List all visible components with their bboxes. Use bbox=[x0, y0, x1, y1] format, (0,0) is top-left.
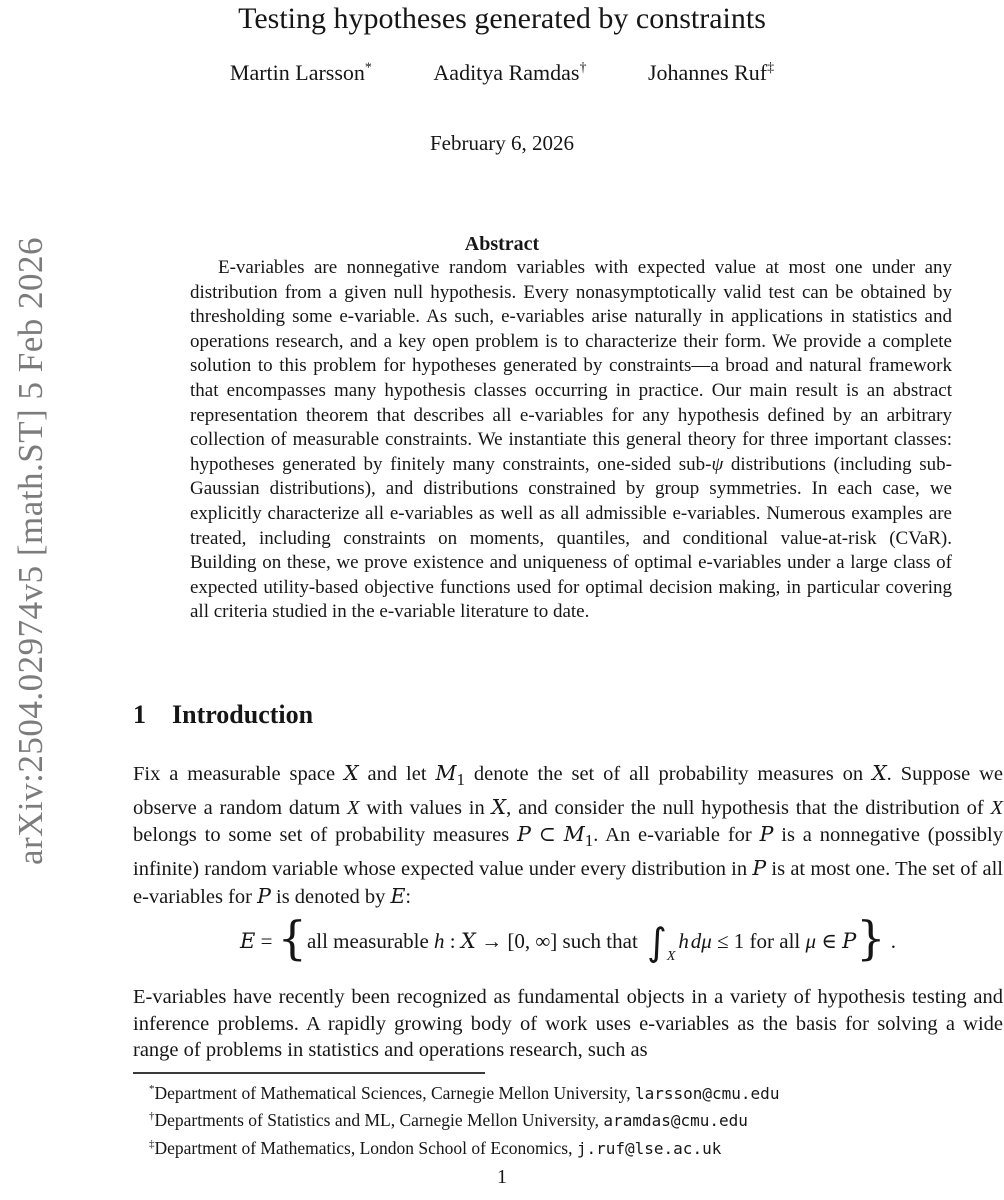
footnote-2-text: Departments of Statistics and ML, Carnegie Mellon University, bbox=[154, 1110, 604, 1131]
author-1-footnote-mark: * bbox=[364, 60, 372, 76]
arxiv-watermark: arXiv:2504.02974v5 [math.ST] 5 Feb 2026 bbox=[11, 236, 50, 866]
footnote-3-mark: ‡ bbox=[149, 1137, 155, 1150]
author-list bbox=[0, 60, 1004, 86]
author-3-name: Johannes Ruf bbox=[647, 60, 768, 85]
footnote-2-mark: † bbox=[149, 1110, 155, 1123]
intro-paragraph-1: Fix a measurable space X and let $M_1$ denote the set of all probability measures on X. Suppose we observe a random datum X with values in X, and consider the null hypothesis that the distribution of X belongs to some set of probability measures P ⊂ $M_1$. An e-variable for P is a nonnegative (possibly infinite) random variable whose expected value under every distribution in P is at most one. The set of all e-variables for P is denoted by E: bbox=[133, 761, 1004, 908]
footnote-3-email: j.ruf@lse.ac.uk bbox=[576, 1138, 722, 1158]
footnote-1 bbox=[133, 1078, 1003, 1105]
section-number: 1 bbox=[133, 700, 146, 729]
author-3 bbox=[648, 60, 774, 85]
section-title: Introduction bbox=[172, 700, 314, 729]
evariable-set-equation: E = {all measurable h : X → [0, ∞] such that $\int_Xh$ dμ ≤ 1 for all μ ∈ P} . bbox=[239, 911, 897, 965]
abstract-heading: Abstract bbox=[464, 233, 540, 255]
footnote-3 bbox=[133, 1133, 1003, 1160]
footnote-1-mark: * bbox=[149, 1083, 155, 1095]
paper-title: Testing hypotheses generated by constraints bbox=[238, 2, 766, 35]
author-2-name: Aaditya Ramdas bbox=[433, 60, 580, 85]
author-1-name: Martin Larsson bbox=[229, 60, 365, 85]
author-2-footnote-mark: † bbox=[579, 60, 587, 76]
footnote-3-text: Department of Mathematics, London School of Economics, bbox=[154, 1137, 577, 1158]
footnote-1-email: larsson@cmu.edu bbox=[634, 1083, 780, 1103]
author-2 bbox=[433, 60, 586, 85]
author-3-footnote-mark: ‡ bbox=[767, 60, 775, 76]
page-number: 1 bbox=[497, 1166, 507, 1188]
footnote-rule bbox=[133, 1072, 485, 1074]
author-1 bbox=[230, 60, 372, 85]
footnote-1-text: Department of Mathematical Sciences, Carnegie Mellon University, bbox=[154, 1082, 635, 1103]
section-1-heading bbox=[133, 700, 313, 730]
footnote-2 bbox=[133, 1105, 1003, 1132]
abstract-text: E-variables are nonnegative random variables with expected value at most one under any distribution from a given null hypothesis. Every nonasymptotically valid test can be obtained by thresholding some e-variable. As such, e-variables arise naturally in applications in statistics and operations research, and a key open problem is to characterize their form. We provide a complete solution to this problem for hypotheses generated by constraints—a broad and natural framework that encompasses many hypothesis classes occurring in practice. Our main result is an abstract representation theorem that describes all e-variables for any hypothesis defined by an arbitrary collection of measurable constraints. We instantiate this general theory for three important classes: hypotheses generated by finitely many constraints, one-sided sub-ψ distributions (including sub-Gaussian distributions), and distributions constrained by group symmetries. In each case, we explicitly characterize all e-variables as well as all admissible e-variables. Numerous examples are treated, including constraints on moments, quantiles, and conditional value-at-risk (CVaR). Building on these, we prove existence and uniqueness of optimal e-variables under a large class of expected utility-based objective functions used for optimal decision making, in particular covering all criteria studied in the e-variable literature to date. bbox=[190, 257, 953, 623]
paper-date: February 6, 2026 bbox=[429, 131, 575, 155]
intro-paragraph-2: E-variables have recently been recognized as fundamental objects in a variety of hypothesis testing and inference problems. A rapidly growing body of work uses e-variables as the basis for solving a wide range of problems in statistics and operations research, such as bbox=[133, 986, 1003, 1062]
footnote-2-email: aramdas@cmu.edu bbox=[603, 1111, 748, 1131]
footnotes bbox=[133, 1078, 1003, 1160]
